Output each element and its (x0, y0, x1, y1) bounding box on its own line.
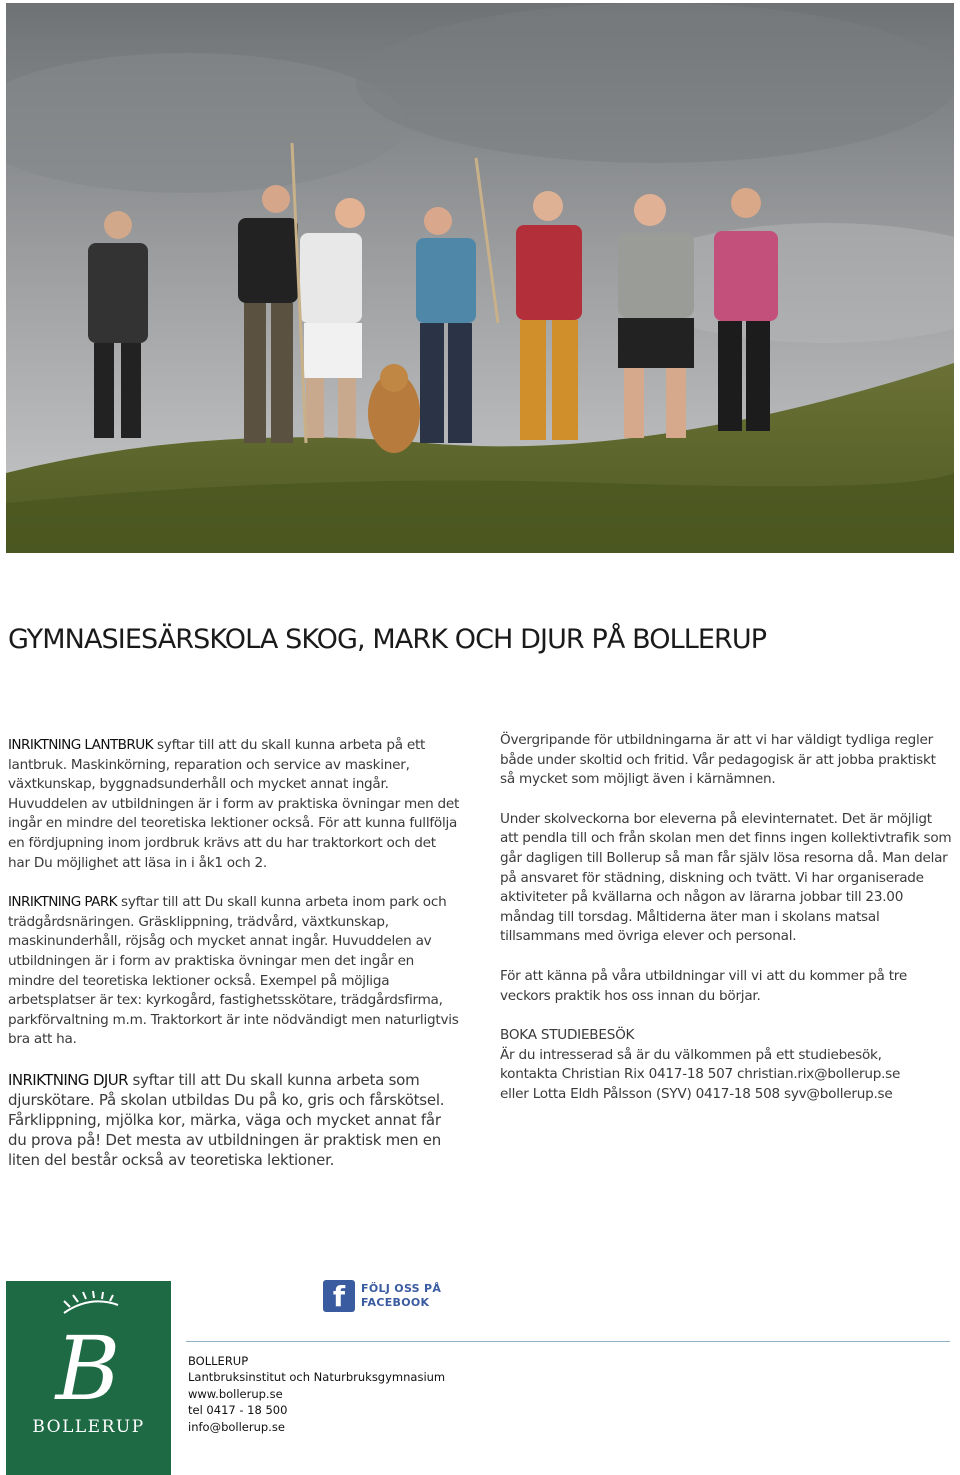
group-photo-illustration (6, 3, 954, 553)
logo-wordmark: BOLLERUP (32, 1417, 145, 1437)
contact-email-link[interactable]: info@bollerup.se (188, 1419, 285, 1434)
bollerup-logo (6, 1281, 171, 1475)
contact-subtitle: Lantbruksinstitut och Naturbruksgymnasium (188, 1370, 446, 1385)
facebook-label-line-2: FACEBOOK (361, 1296, 430, 1309)
djur-paragraph (8, 1070, 460, 1170)
contact-web-link[interactable]: www.bollerup.se (188, 1386, 283, 1401)
park-text: syftar till att Du skall kunna arbeta inom park och trädgårdsnäringen. Gräsklippning, trädvård, växtkunskap, maskinunderhåll, röjsåg och mycket annat ingår. Huvuddelen av utbildningen är i form av praktiska övningar men det ingår en mindre del teoretiska lektioner också. Exempel på möjliga arbetsplatser är tex: kyrkogård, fastighetsskötare, trädgårdsfirma, parkförvaltning m.m. Traktorkort är inte nödvändigt men naturligtvis bra att ha. (8, 894, 459, 1048)
park-heading: INRIKTNING PARK (8, 894, 117, 911)
page-title: GYMNASIESÄRSKOLA SKOG, MARK OCH DJUR PÅ BOLLERUP (8, 624, 767, 655)
left-column (8, 736, 460, 1190)
lantbruk-heading: INRIKTNING LANTBRUK (8, 737, 153, 753)
facebook-icon[interactable]: f (323, 1280, 355, 1312)
visit-heading: BOKA STUDIEBESÖK (500, 1027, 635, 1044)
park-paragraph (8, 893, 460, 1050)
visit-line-2[interactable]: kontakta Christian Rix 0417-18 507 christian.rix@bollerup.se (500, 1066, 901, 1083)
visit-line-3[interactable]: eller Lotta Eldh Pålsson (SYV) 0417-18 508 syv@bollerup.se (500, 1085, 893, 1102)
right-column (500, 731, 952, 1125)
rules-paragraph: Övergripande för utbildningarna är att vi har väldigt tydliga regler både under skoltid och fritid. Vår pedagogisk är att jobba praktiskt så mycket som möjligt även i kärnämnen. (500, 732, 936, 788)
djur-text: syftar till att Du skall kunna arbeta som djurskötare. På skolan utbildas Du på ko, gris och fårskötsel. Fårklippning, mjölka kor, märka, väga och mycket annat får du prova på! Det mesta av utbildningen är praktisk men en liten del består också av teoretiska lektioner. (8, 1070, 445, 1169)
internship-paragraph: För att känna på våra utbildningar vill vi att du kommer på tre veckors praktik hos oss innan du börjar. (500, 967, 907, 1004)
svg-text:B: B (55, 1317, 121, 1420)
facebook-label[interactable] (361, 1282, 501, 1310)
contact-phone: tel 0417 - 18 500 (188, 1403, 288, 1418)
contact-block (188, 1353, 445, 1435)
visit-paragraph (500, 1026, 952, 1104)
facebook-label-line-1: FÖLJ OSS PÅ (361, 1282, 442, 1295)
group-photo (6, 3, 954, 553)
footer-divider (186, 1341, 950, 1342)
boarding-paragraph: Under skolveckorna bor eleverna på elevinternatet. Det är möjligt att pendla till och från skolan men det finns ingen kollektivtrafik som går dagligen till Bollerup så man får själv lösa resorna då. Man delar på ansvaret för städning, diskning och tvätt. Vi har organiserade aktiviteter på kvällarna och någon av lärarna jobbar till 23.00 måndag till torsdag. Måltiderna äter man i skolans matsal tillsammans med övriga elever och personal. (500, 810, 952, 945)
visit-line-1: Är du intresserad så är du välkommen på ett studiebesök, (500, 1046, 882, 1063)
logo-emblem-icon (6, 1281, 171, 1475)
djur-heading: INRIKTNING DJUR (8, 1070, 128, 1089)
contact-name: BOLLERUP (188, 1354, 249, 1368)
lantbruk-paragraph (8, 736, 460, 873)
lantbruk-text: syftar till att du skall kunna arbeta på ett lantbruk. Maskinkörning, reparation och service av maskiner, växtkunskap, byggnadsunderhåll och mycket annat ingår. Huvuddelen av utbildningen är i form av praktiska övningar men det ingår en mindre del teoretiska lektioner också. För att kunna fullfölja en fördjupning inom jordbruk krävs att du har traktorkort och det har Du möjlighet att läsa in i åk1 och 2. (8, 737, 460, 871)
